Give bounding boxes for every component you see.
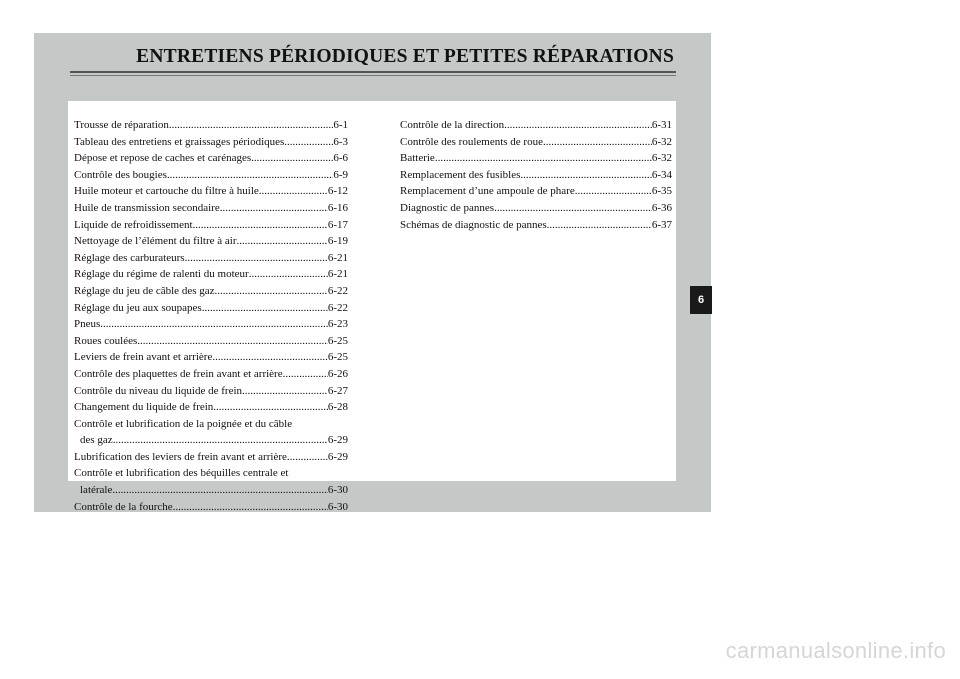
toc-entry-line: Contrôle et lubrification des béquilles centrale et (74, 467, 289, 480)
toc-leader-dots (249, 266, 328, 283)
toc-leader-dots (202, 300, 328, 317)
toc-leader-dots (287, 449, 328, 466)
toc-leader-dots (283, 366, 328, 383)
toc-entry[interactable] (74, 183, 348, 200)
toc-leader-dots (575, 183, 652, 200)
toc-entry[interactable] (74, 167, 348, 184)
toc-leader-dots (167, 167, 333, 184)
toc-page-number: 6-19 (327, 235, 348, 248)
toc-entry-label: Contrôle du niveau du liquide de frein (74, 384, 243, 397)
title-rule (70, 71, 676, 73)
toc-entry-label: latérale (80, 484, 113, 497)
toc-leader-dots (137, 333, 328, 350)
toc-page-number: 6-36 (651, 201, 672, 214)
toc-page-number: 6-34 (651, 168, 672, 181)
toc-page-number: 6-32 (651, 135, 672, 148)
toc-entry[interactable] (74, 150, 348, 167)
toc-leader-dots (259, 183, 328, 200)
watermark-text: carmanualsonline.info (725, 638, 946, 663)
toc-entry[interactable] (400, 150, 672, 167)
toc-entry-label: Batterie (400, 152, 435, 165)
toc-entry-label: Roues coulées (74, 334, 138, 347)
toc-page-number: 6-6 (333, 152, 348, 165)
toc-entry-label: Réglage du régime de ralenti du moteur (74, 268, 249, 281)
toc-entry[interactable] (400, 134, 672, 151)
title-rule-thin (70, 75, 676, 76)
toc-page-number: 6-29 (327, 450, 348, 463)
toc-page-number: 6-22 (327, 284, 348, 297)
toc-page-number: 6-25 (327, 334, 348, 347)
toc-entry-label: Tableau des entretiens et graissages périodiques (74, 135, 285, 148)
toc-entry[interactable] (74, 432, 348, 449)
toc-leader-dots (242, 383, 328, 400)
toc-page-number: 6-28 (327, 401, 348, 414)
toc-entry-label: Contrôle de la direction (400, 119, 505, 131)
toc-leader-dots (169, 117, 333, 134)
toc-entry-label: des gaz (80, 434, 113, 447)
toc-entry-label: Leviers de frein avant et arrière (74, 351, 213, 364)
toc-entry-label: Pneus (74, 318, 101, 331)
toc-leader-dots (284, 134, 333, 151)
toc-entry[interactable] (74, 449, 348, 466)
toc-page-number: 6-3 (333, 135, 348, 148)
toc-page-number: 6-25 (327, 351, 348, 364)
toc-page-number: 6-32 (651, 152, 672, 165)
toc-page-number: 6-35 (651, 185, 672, 198)
toc-leader-dots (100, 316, 328, 333)
toc-entry-label: Remplacement d’une ampoule de phare (400, 185, 575, 198)
toc-leader-dots (212, 349, 327, 366)
toc-entry[interactable] (74, 399, 348, 416)
toc-entry-label: Huile moteur et cartouche du filtre à huile (74, 185, 259, 198)
toc-entry-label: Réglage du jeu de câble des gaz (74, 284, 215, 297)
toc-leader-dots (220, 200, 328, 217)
toc-entry[interactable] (74, 217, 348, 234)
toc-page-number: 6-1 (333, 119, 348, 131)
toc-entry-label: Schémas de diagnostic de pannes (400, 218, 547, 231)
toc-leader-dots (547, 217, 652, 234)
toc-entry-label: Lubrification des leviers de frein avant et arrière (74, 450, 287, 463)
toc-right-column (400, 117, 672, 233)
toc-entry[interactable] (74, 200, 348, 217)
toc-leader-dots (113, 432, 328, 449)
toc-entry[interactable] (74, 383, 348, 400)
toc-leader-dots (193, 217, 328, 234)
toc-entry[interactable] (400, 217, 672, 234)
toc-entry[interactable] (74, 366, 348, 383)
toc-page-number: 6-29 (327, 434, 348, 447)
toc-entry[interactable] (74, 266, 348, 283)
toc-leader-dots (251, 150, 333, 167)
toc-entry-label: Nettoyage de l’élément du filtre à air (74, 235, 237, 248)
toc-entry[interactable] (74, 499, 348, 516)
toc-entry[interactable] (74, 349, 348, 366)
toc-entry-label: Réglage des carburateurs (74, 251, 185, 264)
toc-page-number: 6-37 (651, 218, 672, 231)
toc-entry-label: Changement du liquide de frein (74, 401, 214, 414)
toc-page-number: 6-16 (327, 201, 348, 214)
toc-leader-dots (504, 117, 652, 134)
toc-page-number: 6-12 (327, 185, 348, 198)
toc-entry[interactable] (74, 117, 348, 134)
toc-entry[interactable] (400, 167, 672, 184)
chapter-tab[interactable]: 6 (690, 286, 712, 314)
toc-leader-dots (112, 482, 327, 499)
toc-entry-label: Contrôle de la fourche (74, 500, 173, 513)
toc-leader-dots (213, 399, 328, 416)
toc-entry[interactable] (74, 283, 348, 300)
toc-entry-label: Trousse de réparation (74, 119, 169, 131)
toc-entry-label: Contrôle des plaquettes de frein avant et arrière (74, 367, 283, 380)
toc-page-number: 6-9 (333, 168, 348, 181)
toc-entry[interactable] (400, 117, 672, 134)
toc-entry-label: Contrôle des bougies (74, 168, 167, 181)
toc-leader-dots (173, 499, 328, 516)
toc-page-number: 6-23 (327, 318, 348, 331)
toc-entry[interactable] (74, 250, 348, 267)
chapter-title: ENTRETIENS PÉRIODIQUES ET PETITES RÉPARATIONS (136, 46, 674, 67)
toc-entry-line: Contrôle et lubrification de la poignée et du câble (74, 417, 293, 430)
toc-entry[interactable] (74, 134, 348, 151)
toc-leader-dots (435, 150, 652, 167)
toc-entry-label: Remplacement des fusibles (400, 168, 521, 181)
toc-entry[interactable] (74, 482, 348, 499)
toc-page-number: 6-21 (327, 251, 348, 264)
toc-page-number: 6-22 (327, 301, 348, 314)
toc-leader-dots (215, 283, 328, 300)
toc-entry-label: Contrôle des roulements de roue (400, 135, 543, 148)
toc-page-number: 6-26 (327, 367, 348, 380)
toc-page-number: 6-30 (327, 484, 348, 497)
toc-entry[interactable] (74, 316, 348, 333)
table-of-contents (68, 101, 676, 513)
toc-entry-label: Huile de transmission secondaire (74, 201, 220, 214)
toc-leader-dots (543, 134, 652, 151)
toc-page-number: 6-21 (327, 268, 348, 281)
toc-page-number: 6-30 (327, 500, 348, 513)
toc-entry[interactable] (400, 183, 672, 200)
toc-page-number: 6-31 (651, 119, 672, 131)
toc-entry-label: Dépose et repose de caches et carénages (74, 152, 252, 165)
toc-leader-dots (494, 200, 652, 217)
toc-entry[interactable] (74, 333, 348, 350)
toc-page-number: 6-27 (327, 384, 348, 397)
toc-entry[interactable] (74, 300, 348, 317)
toc-leader-dots (185, 250, 328, 267)
toc-left-column (74, 117, 348, 515)
toc-leader-dots (520, 167, 651, 184)
toc-entry-label: Liquide de refroidissement (74, 218, 193, 231)
toc-leader-dots (236, 233, 327, 250)
toc-entry[interactable] (74, 233, 348, 250)
toc-entry[interactable] (400, 200, 672, 217)
toc-entry-label: Diagnostic de pannes (400, 201, 495, 214)
toc-entry-label: Réglage du jeu aux soupapes (74, 301, 202, 314)
toc-page-number: 6-17 (327, 218, 348, 231)
